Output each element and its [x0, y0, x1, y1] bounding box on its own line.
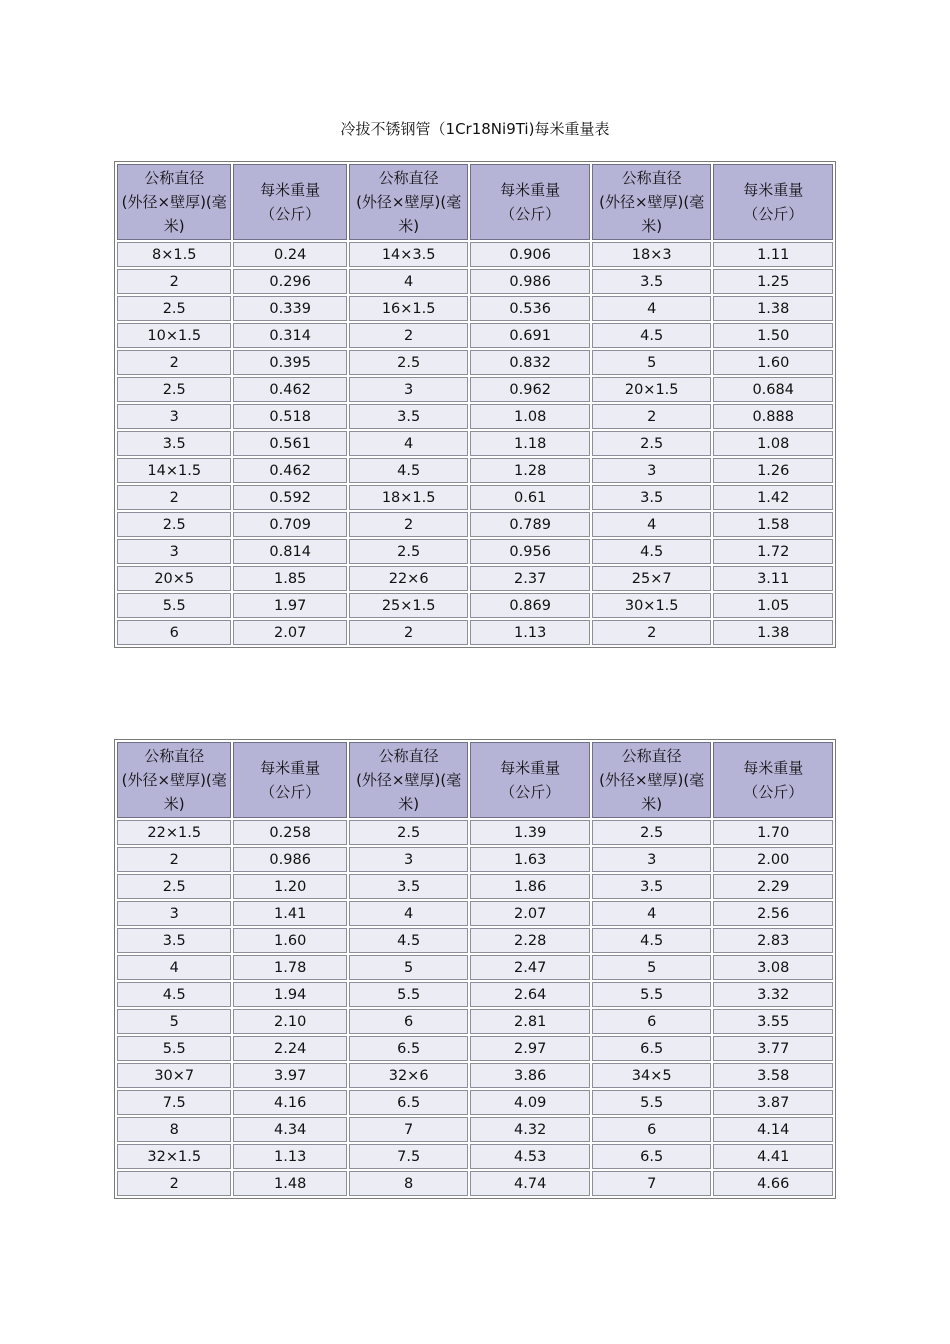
weight-per-meter-cell: 0.789 — [470, 512, 590, 537]
nominal-diameter-cell: 4 — [349, 431, 469, 456]
weight-per-meter-cell: 0.684 — [713, 377, 833, 402]
nominal-diameter-cell: 2.5 — [592, 820, 712, 845]
table-row — [117, 485, 833, 510]
nominal-diameter-cell: 2.5 — [592, 431, 712, 456]
nominal-diameter-cell: 4.5 — [592, 323, 712, 348]
weight-per-meter-cell: 0.395 — [233, 350, 346, 375]
weight-per-meter-cell: 2.37 — [470, 566, 590, 591]
table-row — [117, 593, 833, 618]
nominal-diameter-cell: 6 — [117, 620, 231, 645]
nominal-diameter-cell: 14×1.5 — [117, 458, 231, 483]
nominal-diameter-cell: 6.5 — [592, 1036, 712, 1061]
weight-per-meter-cell: 1.20 — [233, 874, 346, 899]
weight-per-meter-cell: 1.63 — [470, 847, 590, 872]
header-nominal-diameter: 公称直径 (外径×壁厚)(毫 米) — [349, 164, 469, 240]
weight-per-meter-cell: 1.78 — [233, 955, 346, 980]
table-row — [117, 901, 833, 926]
nominal-diameter-cell: 3 — [117, 404, 231, 429]
nominal-diameter-cell: 2 — [592, 404, 712, 429]
weight-per-meter-cell: 3.77 — [713, 1036, 833, 1061]
header-weight-per-meter: 每米重量 （公斤） — [233, 742, 346, 818]
nominal-diameter-cell: 20×1.5 — [592, 377, 712, 402]
nominal-diameter-cell: 4.5 — [592, 539, 712, 564]
weight-per-meter-cell: 3.11 — [713, 566, 833, 591]
table-row — [117, 982, 833, 1007]
nominal-diameter-cell: 2 — [349, 323, 469, 348]
nominal-diameter-cell: 2 — [117, 1171, 231, 1196]
nominal-diameter-cell: 7 — [592, 1171, 712, 1196]
nominal-diameter-cell: 6 — [592, 1117, 712, 1142]
weight-per-meter-cell: 2.07 — [470, 901, 590, 926]
nominal-diameter-cell: 8 — [349, 1171, 469, 1196]
nominal-diameter-cell: 4.5 — [349, 928, 469, 953]
nominal-diameter-cell: 5.5 — [592, 1090, 712, 1115]
weight-per-meter-cell: 0.888 — [713, 404, 833, 429]
nominal-diameter-cell: 8×1.5 — [117, 242, 231, 267]
table-body — [117, 820, 833, 1196]
header-weight-per-meter: 每米重量 （公斤） — [470, 742, 590, 818]
weight-per-meter-cell: 1.38 — [713, 296, 833, 321]
weight-per-meter-cell: 3.97 — [233, 1063, 346, 1088]
nominal-diameter-cell: 2 — [117, 269, 231, 294]
header-nominal-diameter: 公称直径 (外径×壁厚)(毫 米) — [592, 742, 712, 818]
nominal-diameter-cell: 5.5 — [117, 593, 231, 618]
weight-per-meter-cell: 2.00 — [713, 847, 833, 872]
nominal-diameter-cell: 7 — [349, 1117, 469, 1142]
nominal-diameter-cell: 25×1.5 — [349, 593, 469, 618]
nominal-diameter-cell: 30×1.5 — [592, 593, 712, 618]
nominal-diameter-cell: 5.5 — [592, 982, 712, 1007]
nominal-diameter-cell: 32×1.5 — [117, 1144, 231, 1169]
table-row — [117, 928, 833, 953]
weight-per-meter-cell: 0.518 — [233, 404, 346, 429]
weight-per-meter-cell: 0.832 — [470, 350, 590, 375]
weight-per-meter-cell: 1.94 — [233, 982, 346, 1007]
nominal-diameter-cell: 2.5 — [117, 874, 231, 899]
nominal-diameter-cell: 3.5 — [592, 874, 712, 899]
weight-per-meter-cell: 0.986 — [470, 269, 590, 294]
nominal-diameter-cell: 3 — [592, 847, 712, 872]
header-nominal-diameter: 公称直径 (外径×壁厚)(毫 米) — [349, 742, 469, 818]
nominal-diameter-cell: 3 — [592, 458, 712, 483]
weight-per-meter-cell: 4.66 — [713, 1171, 833, 1196]
weight-per-meter-cell: 0.258 — [233, 820, 346, 845]
table-row — [117, 350, 833, 375]
nominal-diameter-cell: 4 — [349, 901, 469, 926]
weight-per-meter-cell: 4.34 — [233, 1117, 346, 1142]
weight-per-meter-cell: 4.16 — [233, 1090, 346, 1115]
nominal-diameter-cell: 5.5 — [349, 982, 469, 1007]
nominal-diameter-cell: 2 — [117, 350, 231, 375]
table-header-row — [117, 164, 833, 240]
weight-per-meter-cell: 3.86 — [470, 1063, 590, 1088]
table-body — [117, 242, 833, 645]
weight-per-meter-cell: 1.48 — [233, 1171, 346, 1196]
nominal-diameter-cell: 16×1.5 — [349, 296, 469, 321]
weight-per-meter-cell: 4.14 — [713, 1117, 833, 1142]
weight-per-meter-cell: 3.08 — [713, 955, 833, 980]
table-row — [117, 820, 833, 845]
nominal-diameter-cell: 7.5 — [349, 1144, 469, 1169]
weight-per-meter-cell: 1.60 — [233, 928, 346, 953]
nominal-diameter-cell: 6.5 — [349, 1090, 469, 1115]
weight-per-meter-cell: 0.536 — [470, 296, 590, 321]
weight-per-meter-cell: 1.26 — [713, 458, 833, 483]
table-row — [117, 874, 833, 899]
weight-per-meter-cell: 0.61 — [470, 485, 590, 510]
weight-per-meter-cell: 1.85 — [233, 566, 346, 591]
weight-per-meter-cell: 0.314 — [233, 323, 346, 348]
weight-per-meter-cell: 0.956 — [470, 539, 590, 564]
weight-per-meter-cell: 1.58 — [713, 512, 833, 537]
nominal-diameter-cell: 4.5 — [592, 928, 712, 953]
table-row — [117, 955, 833, 980]
weight-per-meter-cell: 1.72 — [713, 539, 833, 564]
weight-per-meter-cell: 3.58 — [713, 1063, 833, 1088]
nominal-diameter-cell: 34×5 — [592, 1063, 712, 1088]
weight-per-meter-cell: 0.869 — [470, 593, 590, 618]
weight-per-meter-cell: 1.41 — [233, 901, 346, 926]
table-row — [117, 1144, 833, 1169]
weight-per-meter-cell: 4.41 — [713, 1144, 833, 1169]
weight-per-meter-cell: 1.86 — [470, 874, 590, 899]
weight-table-1 — [114, 161, 836, 648]
weight-per-meter-cell: 1.50 — [713, 323, 833, 348]
nominal-diameter-cell: 3.5 — [349, 404, 469, 429]
weight-per-meter-cell: 3.87 — [713, 1090, 833, 1115]
nominal-diameter-cell: 10×1.5 — [117, 323, 231, 348]
nominal-diameter-cell: 4 — [592, 296, 712, 321]
weight-per-meter-cell: 0.296 — [233, 269, 346, 294]
weight-per-meter-cell: 2.10 — [233, 1009, 346, 1034]
header-nominal-diameter: 公称直径 (外径×壁厚)(毫 米) — [117, 742, 231, 818]
weight-per-meter-cell: 2.97 — [470, 1036, 590, 1061]
weight-per-meter-cell: 1.05 — [713, 593, 833, 618]
nominal-diameter-cell: 5 — [592, 955, 712, 980]
nominal-diameter-cell: 4 — [349, 269, 469, 294]
nominal-diameter-cell: 2 — [592, 620, 712, 645]
weight-per-meter-cell: 2.56 — [713, 901, 833, 926]
weight-table-2 — [114, 739, 836, 1199]
weight-per-meter-cell: 0.709 — [233, 512, 346, 537]
table-row — [117, 847, 833, 872]
weight-per-meter-cell: 1.08 — [470, 404, 590, 429]
header-weight-per-meter: 每米重量 （公斤） — [233, 164, 346, 240]
weight-per-meter-cell: 0.24 — [233, 242, 346, 267]
weight-per-meter-cell: 2.28 — [470, 928, 590, 953]
nominal-diameter-cell: 4.5 — [117, 982, 231, 1007]
table-header-row — [117, 742, 833, 818]
weight-per-meter-cell: 1.08 — [713, 431, 833, 456]
nominal-diameter-cell: 3 — [117, 901, 231, 926]
nominal-diameter-cell: 14×3.5 — [349, 242, 469, 267]
nominal-diameter-cell: 25×7 — [592, 566, 712, 591]
nominal-diameter-cell: 2.5 — [117, 296, 231, 321]
table-row — [117, 1117, 833, 1142]
weight-per-meter-cell: 2.29 — [713, 874, 833, 899]
weight-per-meter-cell: 4.09 — [470, 1090, 590, 1115]
nominal-diameter-cell: 5.5 — [117, 1036, 231, 1061]
table-row — [117, 1090, 833, 1115]
nominal-diameter-cell: 3.5 — [592, 269, 712, 294]
weight-per-meter-cell: 1.70 — [713, 820, 833, 845]
page-title: 冷拔不锈钢管（1Cr18Ni9Ti)每米重量表 — [340, 120, 610, 138]
weight-per-meter-cell: 0.691 — [470, 323, 590, 348]
nominal-diameter-cell: 2.5 — [349, 350, 469, 375]
weight-per-meter-cell: 0.561 — [233, 431, 346, 456]
nominal-diameter-cell: 7.5 — [117, 1090, 231, 1115]
weight-per-meter-cell: 1.13 — [470, 620, 590, 645]
table-row — [117, 1063, 833, 1088]
nominal-diameter-cell: 5 — [117, 1009, 231, 1034]
nominal-diameter-cell: 4.5 — [349, 458, 469, 483]
weight-per-meter-cell: 1.25 — [713, 269, 833, 294]
nominal-diameter-cell: 2.5 — [117, 377, 231, 402]
nominal-diameter-cell: 3.5 — [117, 431, 231, 456]
nominal-diameter-cell: 2.5 — [117, 512, 231, 537]
weight-per-meter-cell: 1.38 — [713, 620, 833, 645]
table-row — [117, 539, 833, 564]
table-row — [117, 377, 833, 402]
nominal-diameter-cell: 18×3 — [592, 242, 712, 267]
table-row — [117, 269, 833, 294]
weight-per-meter-cell: 1.11 — [713, 242, 833, 267]
nominal-diameter-cell: 22×6 — [349, 566, 469, 591]
nominal-diameter-cell: 4 — [592, 901, 712, 926]
nominal-diameter-cell: 30×7 — [117, 1063, 231, 1088]
weight-per-meter-cell: 0.962 — [470, 377, 590, 402]
weight-per-meter-cell: 0.462 — [233, 377, 346, 402]
nominal-diameter-cell: 2 — [117, 485, 231, 510]
weight-per-meter-cell: 1.39 — [470, 820, 590, 845]
weight-per-meter-cell: 0.592 — [233, 485, 346, 510]
weight-per-meter-cell: 0.462 — [233, 458, 346, 483]
header-nominal-diameter: 公称直径 (外径×壁厚)(毫 米) — [592, 164, 712, 240]
nominal-diameter-cell: 4 — [117, 955, 231, 980]
table-row — [117, 512, 833, 537]
nominal-diameter-cell: 18×1.5 — [349, 485, 469, 510]
table-row — [117, 1009, 833, 1034]
weight-per-meter-cell: 1.42 — [713, 485, 833, 510]
weight-per-meter-cell: 1.18 — [470, 431, 590, 456]
table-row — [117, 242, 833, 267]
nominal-diameter-cell: 2 — [117, 847, 231, 872]
nominal-diameter-cell: 3.5 — [592, 485, 712, 510]
weight-per-meter-cell: 1.28 — [470, 458, 590, 483]
nominal-diameter-cell: 2.5 — [349, 539, 469, 564]
nominal-diameter-cell: 6.5 — [592, 1144, 712, 1169]
nominal-diameter-cell: 2 — [349, 512, 469, 537]
nominal-diameter-cell: 32×6 — [349, 1063, 469, 1088]
table-row — [117, 323, 833, 348]
table-row — [117, 566, 833, 591]
table-row — [117, 1036, 833, 1061]
header-weight-per-meter: 每米重量 （公斤） — [470, 164, 590, 240]
weight-per-meter-cell: 0.906 — [470, 242, 590, 267]
weight-per-meter-cell: 1.97 — [233, 593, 346, 618]
nominal-diameter-cell: 20×5 — [117, 566, 231, 591]
nominal-diameter-cell: 3.5 — [349, 874, 469, 899]
nominal-diameter-cell: 3.5 — [117, 928, 231, 953]
table-row — [117, 431, 833, 456]
weight-per-meter-cell: 2.81 — [470, 1009, 590, 1034]
nominal-diameter-cell: 6 — [592, 1009, 712, 1034]
weight-per-meter-cell: 2.07 — [233, 620, 346, 645]
weight-per-meter-cell: 2.64 — [470, 982, 590, 1007]
weight-per-meter-cell: 4.74 — [470, 1171, 590, 1196]
nominal-diameter-cell: 2.5 — [349, 820, 469, 845]
nominal-diameter-cell: 2 — [349, 620, 469, 645]
weight-per-meter-cell: 0.814 — [233, 539, 346, 564]
table-row — [117, 296, 833, 321]
nominal-diameter-cell: 6 — [349, 1009, 469, 1034]
header-weight-per-meter: 每米重量 （公斤） — [713, 164, 833, 240]
table-row — [117, 620, 833, 645]
weight-per-meter-cell: 0.986 — [233, 847, 346, 872]
nominal-diameter-cell: 3 — [117, 539, 231, 564]
weight-per-meter-cell: 4.53 — [470, 1144, 590, 1169]
nominal-diameter-cell: 5 — [349, 955, 469, 980]
table-row — [117, 1171, 833, 1196]
table-row — [117, 404, 833, 429]
weight-per-meter-cell: 2.47 — [470, 955, 590, 980]
weight-per-meter-cell: 2.24 — [233, 1036, 346, 1061]
nominal-diameter-cell: 3 — [349, 847, 469, 872]
weight-per-meter-cell: 0.339 — [233, 296, 346, 321]
nominal-diameter-cell: 6.5 — [349, 1036, 469, 1061]
header-nominal-diameter: 公称直径 (外径×壁厚)(毫 米) — [117, 164, 231, 240]
weight-per-meter-cell: 3.32 — [713, 982, 833, 1007]
nominal-diameter-cell: 3 — [349, 377, 469, 402]
weight-per-meter-cell: 1.13 — [233, 1144, 346, 1169]
nominal-diameter-cell: 22×1.5 — [117, 820, 231, 845]
weight-per-meter-cell: 2.83 — [713, 928, 833, 953]
table-row — [117, 458, 833, 483]
nominal-diameter-cell: 4 — [592, 512, 712, 537]
weight-per-meter-cell: 1.60 — [713, 350, 833, 375]
weight-per-meter-cell: 4.32 — [470, 1117, 590, 1142]
nominal-diameter-cell: 8 — [117, 1117, 231, 1142]
weight-per-meter-cell: 3.55 — [713, 1009, 833, 1034]
header-weight-per-meter: 每米重量 （公斤） — [713, 742, 833, 818]
nominal-diameter-cell: 5 — [592, 350, 712, 375]
